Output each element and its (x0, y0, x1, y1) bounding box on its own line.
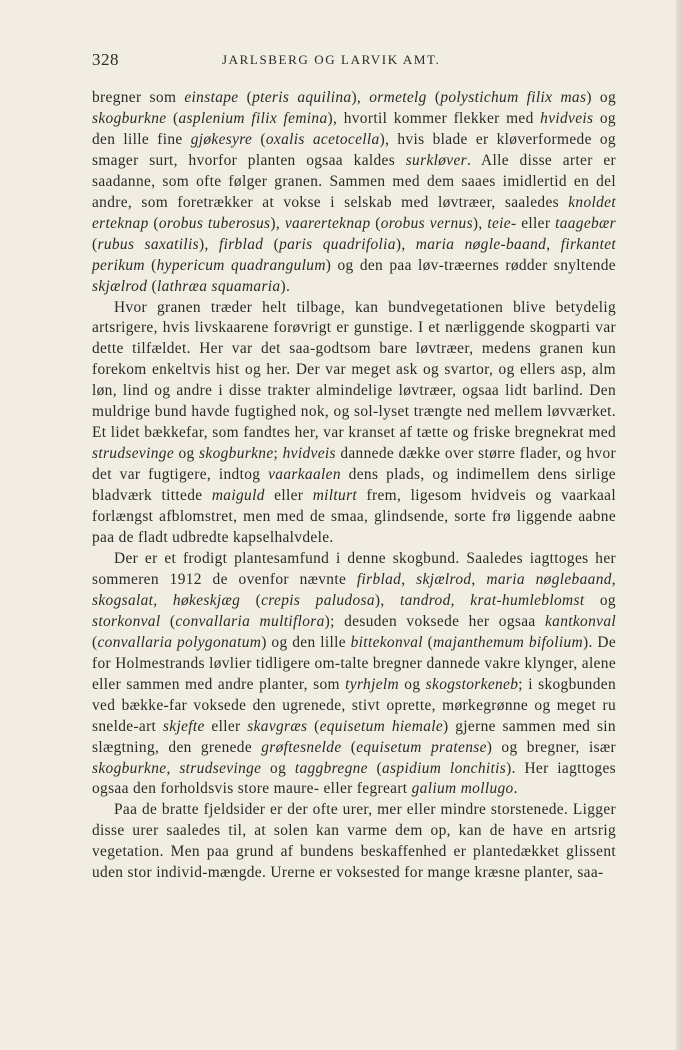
text-run: Hvor granen træder helt tilbage, kan bundvegetationen blive betydelig artsrigere, hvis livskaarene forøvrigt er gunstige. I et nærliggende skogparti var dette tilfældet. Her var det saa-godtsom bare løvtræer, medens granen kun forekom enkeltvis hist og her. Der var meget ask og svartor, og ellers asp, alm løn, lind og andre i disse trakter almindelige løvtræer, ogsaa lidt barlind. Den muldrige bund havde fugtighed nok, og sol-lyset trængte ned mellem løvværket. Et lidet bækkefar, som fandtes her, var kranset af tætte og friske bregnekrat med (92, 298, 616, 442)
paragraph-1 (92, 88, 616, 298)
italic-term: equisetum hiemale (319, 717, 444, 735)
text-run: ( (147, 277, 157, 295)
text-run: ) og den lille (261, 633, 351, 651)
italic-term: orobus vernus (380, 214, 473, 232)
text-run: frem, ligesom hvidveis og vaarkaal forlængst afblomstret, men med de smaa, glindsende, sorte frø liggende aabne paa de fladt udbredte kapselhalvdele. (92, 487, 616, 547)
italic-term: kantkonval (544, 612, 616, 630)
italic-term: aspidium lonchitis (382, 759, 507, 777)
text-run: ( (422, 633, 434, 651)
text-run: , (450, 591, 471, 609)
italic-term: teie- (487, 214, 517, 232)
italic-term: krat-humleblomst (470, 591, 585, 609)
text-run: , (611, 570, 616, 588)
italic-term: taggbregne (294, 759, 368, 777)
text-run: ), (270, 214, 285, 232)
italic-term: asplenium filix femina (178, 109, 328, 127)
italic-term: hvidveis (282, 445, 336, 463)
text-run: ( (307, 717, 320, 735)
text-run: ( (252, 130, 266, 148)
italic-term: rubus saxatilis (97, 235, 200, 253)
italic-term: polystichum filix mas (440, 89, 587, 106)
text-run: ( (341, 738, 357, 756)
italic-term: orobus tuberosus (158, 214, 271, 232)
text-run: ) og bregner, især (486, 738, 616, 756)
text-run: ( (92, 235, 98, 253)
page-header (92, 50, 616, 72)
italic-term: maria nøglebaand (486, 570, 612, 588)
text-run: dens plads, og indimellem dens sirlige bladværk tittede (92, 466, 616, 505)
body-text (92, 88, 616, 884)
text-run: ( (144, 256, 157, 274)
text-run: . (513, 780, 518, 798)
text-run: , (166, 759, 180, 777)
text-run: ( (367, 759, 383, 777)
text-run: ), hvis blade er kløverformede og smager surt, hvorfor planten ogsaa kaldes (92, 130, 616, 169)
text-run: eller (516, 214, 556, 232)
text-run: ( (240, 591, 262, 609)
italic-term: equisetum pratense (356, 738, 487, 756)
text-run: ) gjerne sammen med sin slægtning, den grenede (92, 717, 616, 756)
italic-term: oxalis acetocella (265, 130, 380, 148)
italic-term: skavgræs (247, 717, 308, 735)
text-run: ), (351, 89, 370, 106)
page-number: 328 (92, 50, 119, 69)
text-run: og (398, 675, 426, 693)
paragraph-3 (92, 549, 616, 800)
italic-term: skjefte (162, 717, 205, 735)
text-run: og (584, 591, 616, 609)
text-run: Paa de bratte fjeldsider er der ofte urer, mer eller mindre storstenede. Ligger disse urer saaledes til, at solen kan varme dem op, kan de have en artsrig vegetation. Men paa grund af bundens beskaffenhed er plantedækket glissent uden stor individ-mængde. Urerne er voksested for mange kræsne planter, saa- (92, 801, 616, 882)
text-run: ); desuden voksede her ogsaa (324, 612, 545, 630)
text-run: bregner som (92, 89, 185, 106)
italic-term: firblad (218, 235, 264, 253)
italic-term: knoldet erteknap (92, 193, 616, 232)
italic-term: strudsevinge (92, 445, 174, 463)
text-run: eller (204, 717, 248, 735)
running-title: JARLSBERG OG LARVIK AMT. (222, 52, 441, 67)
italic-term: gjøkesyre (190, 130, 253, 148)
italic-term: crepis paludosa (261, 591, 375, 609)
italic-term: firblad (356, 570, 402, 588)
italic-term: pteris aquilina (252, 89, 352, 106)
text-run: ), (472, 214, 488, 232)
italic-term: taagebær (555, 214, 617, 232)
italic-term: hypericum quadrangulum (156, 256, 326, 274)
text-run: ( (166, 109, 179, 127)
text-run: ), (374, 591, 401, 609)
italic-term: maria nøgle-baand (415, 235, 547, 253)
italic-term: skogstorkeneb (425, 675, 519, 693)
italic-term: skogburkne (199, 445, 274, 463)
italic-term: skjælrod (92, 277, 148, 295)
text-run: ; i skogbunden ved bække-far voksede den ugrenede, stivt oprette, mørkegrønne og meget ru snelde-art (92, 675, 616, 735)
text-run: ). (280, 277, 291, 295)
italic-term: skjælrod (416, 570, 472, 588)
italic-term: lathræa squamaria (156, 277, 281, 295)
text-run: ( (263, 235, 280, 253)
text-run: ( (160, 612, 176, 630)
italic-term: surkløver (405, 151, 467, 169)
text-run: ) og den paa løv-træernes rødder snyltende (325, 256, 616, 274)
text-run: ) og (586, 89, 616, 106)
text-run: ). Her iagttoges ogsaa den forholdsvis store maure- eller fegreart (92, 759, 616, 798)
text-run: og (174, 445, 200, 463)
italic-term: majanthemum bifolium (433, 633, 583, 651)
text-run: , (546, 235, 561, 253)
italic-term: einstape (184, 89, 239, 106)
text-run: ( (148, 214, 159, 232)
text-run: ), hvortil kommer flekker med (327, 109, 541, 127)
italic-term: storkonval (92, 612, 161, 630)
italic-term: tandrod (400, 591, 451, 609)
text-run: ( (92, 633, 98, 651)
italic-term: hvidveis (540, 109, 594, 127)
paragraph-4 (92, 800, 616, 884)
text-run: ), (395, 235, 416, 253)
text-run: , (471, 570, 487, 588)
text-run: . Alle disse arter er saadanne, som ofte følger granen. Sammen med dem saaes imidlertid en del andre, som foretrækker at vokse i selskab med løvtræer, saaledes (92, 151, 616, 211)
text-run: , (401, 570, 417, 588)
text-run: ), (199, 235, 219, 253)
italic-term: tyrhjelm (345, 675, 399, 693)
italic-term: vaarkaalen (268, 466, 341, 484)
italic-term: firkantet perikum (92, 235, 616, 274)
italic-term: strudsevinge (179, 759, 262, 777)
paragraph-2 (92, 298, 616, 549)
italic-term: convallaria multiflora (175, 612, 325, 630)
italic-term: galium mollugo (411, 780, 514, 798)
italic-term: paris quadrifolia (279, 235, 396, 253)
italic-term: milturt (312, 487, 358, 505)
italic-term: skogburkne (92, 759, 167, 777)
italic-term: vaarerteknap (284, 214, 371, 232)
text-run: ). De for Holmestrands løvlier tidligere om-talte bregner dannede vakre klynger, alene eller sammen med andre planter, som (92, 633, 617, 693)
text-run: ( (370, 214, 381, 232)
text-run: , (153, 591, 173, 609)
text-run: dannede dække over større flader, og hvor det var fugtigere, indtog (92, 445, 616, 484)
text-run: Der er et frodigt plantesamfund i denne skogbund. Saaledes iagttoges her sommeren 1912 de ovenfor nævnte (92, 549, 616, 588)
text-run: ( (238, 89, 253, 106)
italic-term: ormetelg (369, 89, 427, 106)
italic-term: grøftesnelde (261, 738, 342, 756)
italic-term: skogburkne (92, 109, 167, 127)
text-run: eller (264, 487, 313, 505)
text-run: og den lille fine (92, 109, 616, 148)
text-run: ; (273, 445, 283, 463)
text-run: og (261, 759, 295, 777)
italic-term: bittekonval (350, 633, 423, 651)
italic-term: skogsalat (92, 591, 154, 609)
page-edge (676, 0, 682, 1050)
italic-term: høkeskjæg (172, 591, 241, 609)
italic-term: maiguld (211, 487, 265, 505)
italic-term: convallaria polygonatum (97, 633, 262, 651)
text-run: ( (426, 89, 441, 106)
